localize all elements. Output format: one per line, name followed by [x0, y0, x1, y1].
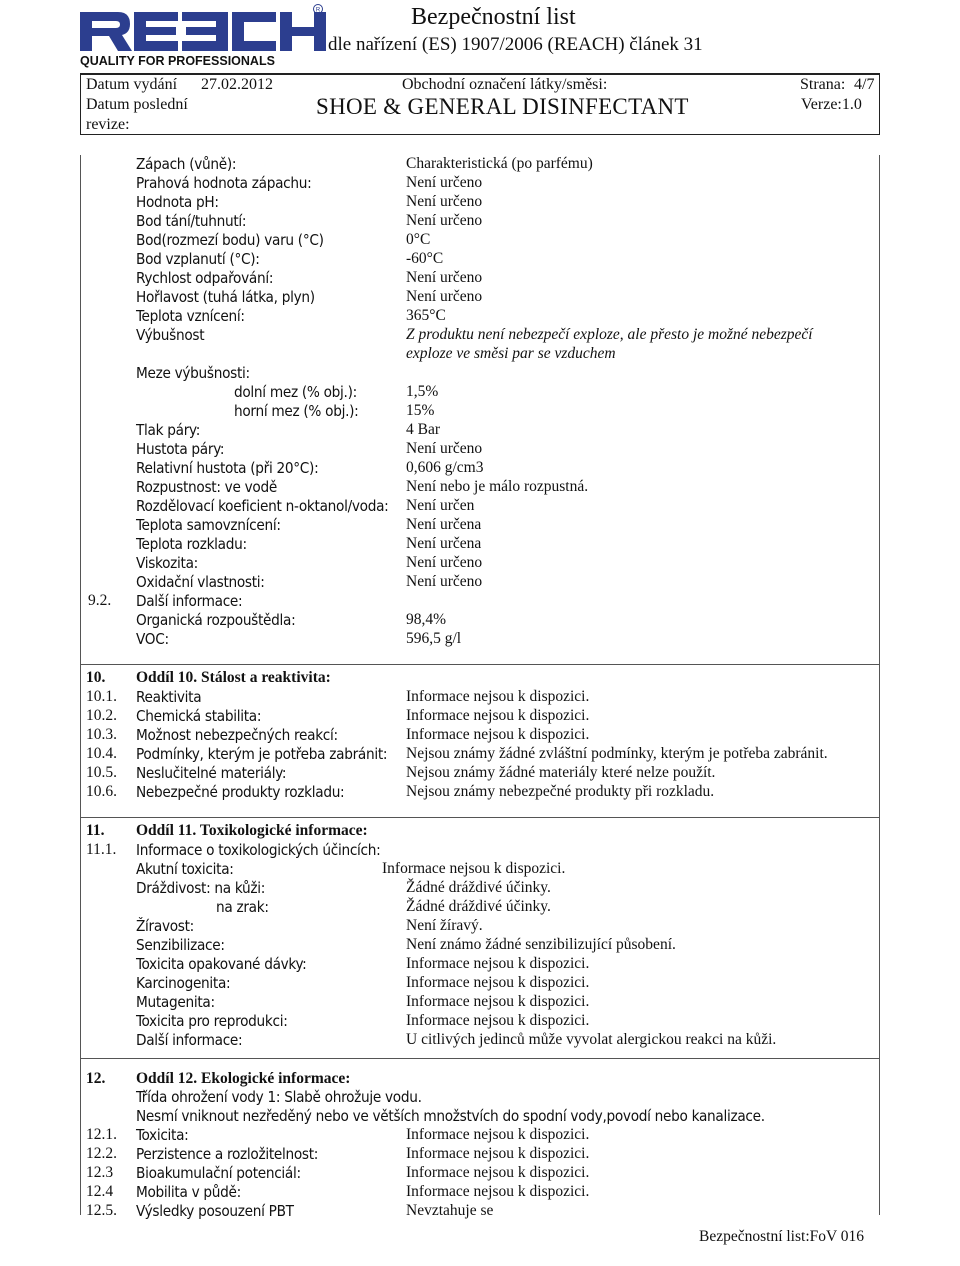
- voc-label: VOC:: [136, 630, 169, 648]
- subsection-value: Nevztahuje se: [406, 1202, 494, 1219]
- acute-toxicity-value: Informace nejsou k dispozici.: [382, 860, 566, 877]
- upper-limit-label: horní mez (% obj.):: [234, 402, 359, 420]
- section-11-title: Oddíl 11. Toxikologické informace:: [136, 822, 368, 839]
- property-label: Hodnota pH:: [136, 193, 219, 211]
- eye-irritation-label: na zrak:: [216, 898, 269, 916]
- property-value: 365°C: [406, 307, 446, 324]
- trade-name-label: Obchodní označení látky/směsi:: [402, 76, 608, 93]
- toxicology-value: Informace nejsou k dispozici.: [406, 974, 590, 991]
- toxicology-label: Toxicita pro reprodukci:: [136, 1012, 288, 1030]
- header-bottom-rule: [80, 134, 880, 135]
- property-label: Tlak páry:: [136, 421, 201, 439]
- body-left-border: [80, 155, 81, 1215]
- property-label: Hustota páry:: [136, 440, 225, 458]
- voc-value: 596,5 g/l: [406, 630, 462, 647]
- subsection-value: Informace nejsou k dispozici.: [406, 726, 590, 743]
- header-right-border: [879, 73, 880, 134]
- subsection-label: Perzistence a rozložitelnost:: [136, 1145, 319, 1163]
- subsection-value: Informace nejsou k dispozici.: [406, 1145, 590, 1162]
- subsection-number: 12.4: [86, 1183, 114, 1200]
- property-label: Zápach (vůně):: [136, 155, 237, 173]
- subsection-value: Nejsou známy nebezpečné produkty při rozkladu.: [406, 783, 715, 800]
- document-subtitle: dle nařízení (ES) 1907/2006 (REACH) článek 31: [328, 34, 703, 55]
- subsection-value: Nejsou známy žádné zvláštní podmínky, kterým je potřeba zabránit.: [406, 745, 828, 762]
- toxicological-effects-label: Informace o toxikologických účincích:: [136, 841, 381, 859]
- logo-tagline: QUALITY FOR PROFESSIONALS: [80, 54, 275, 68]
- property-value: Není určeno: [406, 193, 483, 210]
- subsection-number: 12.1.: [86, 1126, 117, 1143]
- subsection-number: 12.2.: [86, 1145, 117, 1162]
- acute-toxicity-label: Akutní toxicita:: [136, 860, 234, 878]
- toxicology-value: Informace nejsou k dispozici.: [406, 955, 590, 972]
- subsection-number: 10.5.: [86, 764, 117, 781]
- property-label: Rozpustnost: ve vodě: [136, 478, 277, 496]
- property-label: Relativní hustota (při 20°C):: [136, 459, 319, 477]
- subsection-label: Podmínky, kterým je potřeba zabránit:: [136, 745, 388, 763]
- section-divider: [80, 664, 880, 665]
- subsection-value: Informace nejsou k dispozici.: [406, 1126, 590, 1143]
- subsection-label: Neslučitelné materiály:: [136, 764, 287, 782]
- section-11-1-number: 11.1.: [86, 841, 117, 858]
- property-value-continued: exploze ve směsi par se vzduchem: [406, 345, 616, 362]
- page-value: 4/7: [854, 76, 875, 93]
- subsection-label: Reaktivita: [136, 688, 202, 706]
- property-value: Charakteristická (po parfému): [406, 155, 593, 172]
- toxicology-label: Karcinogenita:: [136, 974, 231, 992]
- subsection-value: Informace nejsou k dispozici.: [406, 707, 590, 724]
- toxicology-value: Informace nejsou k dispozici.: [406, 1012, 590, 1029]
- subsection-label: Výsledky posouzení PBT: [136, 1202, 294, 1220]
- property-value: Není určena: [406, 516, 482, 533]
- property-label: Viskozita:: [136, 554, 198, 572]
- property-label: Rychlost odpařování:: [136, 269, 274, 287]
- toxicology-label: Senzibilizace:: [136, 936, 225, 954]
- version-label: Verze:1.0: [801, 96, 862, 113]
- property-label: Bod vzplanutí (°C):: [136, 250, 260, 268]
- property-label: Teplota vznícení:: [136, 307, 245, 325]
- section-12-number: 12.: [86, 1070, 106, 1087]
- organic-solvents-value: 98,4%: [406, 611, 447, 628]
- header-top-rule: [80, 73, 880, 75]
- toxicology-label: Mutagenita:: [136, 993, 215, 1011]
- toxicology-label: Další informace:: [136, 1031, 243, 1049]
- svg-text:R: R: [315, 7, 321, 14]
- lower-limit-value: 1,5%: [406, 383, 439, 400]
- section-11-number: 11.: [86, 822, 105, 839]
- subsection-number: 10.4.: [86, 745, 117, 762]
- section-divider: [80, 1058, 880, 1059]
- subsection-number: 10.3.: [86, 726, 117, 743]
- subsection-label: Mobilita v půdě:: [136, 1183, 241, 1201]
- water-hazard-class: Třída ohrožení vody 1: Slabě ohrožuje vodu.: [136, 1088, 422, 1106]
- reach-logo-graphic: [80, 4, 330, 68]
- property-value: Není nebo je málo rozpustná.: [406, 478, 589, 495]
- organic-solvents-label: Organická rozpouštědla:: [136, 611, 296, 629]
- subsection-label: Bioakumulační potenciál:: [136, 1164, 301, 1182]
- property-label: Výbušnost: [136, 326, 205, 344]
- subsection-number: 12.5.: [86, 1202, 117, 1219]
- issue-date-label: Datum vydání: [86, 76, 178, 93]
- toxicology-value: U citlivých jedinců může vyvolat alergickou reakci na kůži.: [406, 1031, 777, 1048]
- toxicology-value: Informace nejsou k dispozici.: [406, 993, 590, 1010]
- property-value: Není určeno: [406, 573, 483, 590]
- property-value: Není určen: [406, 497, 475, 514]
- property-label: Bod tání/tuhnutí:: [136, 212, 247, 230]
- revision-date-label-2: revize:: [86, 116, 130, 133]
- product-name: SHOE & GENERAL DISINFECTANT: [316, 94, 689, 119]
- section-12-title: Oddíl 12. Ekologické informace:: [136, 1070, 351, 1087]
- property-value: Není určeno: [406, 288, 483, 305]
- property-value: 0,606 g/cm3: [406, 459, 484, 476]
- subsection-number: 10.6.: [86, 783, 117, 800]
- subsection-label: Nebezpečné produkty rozkladu:: [136, 783, 345, 801]
- explosion-limits-label: Meze výbušnosti:: [136, 364, 250, 382]
- revision-date-label: Datum poslední: [86, 96, 188, 113]
- property-value: Není určeno: [406, 174, 483, 191]
- property-label: Prahová hodnota zápachu:: [136, 174, 312, 192]
- section-divider: [80, 817, 880, 818]
- body-right-border: [879, 155, 880, 1215]
- subsection-label: Toxicita:: [136, 1126, 189, 1144]
- toxicology-label: Toxicita opakované dávky:: [136, 955, 307, 973]
- property-label: Bod(rozmezí bodu) varu (°C): [136, 231, 324, 249]
- section-number: 9.2.: [88, 592, 112, 609]
- subsection-number: 12.3: [86, 1164, 114, 1181]
- property-value: Z produktu není nebezpečí exploze, ale přesto je možné nebezpečí: [406, 326, 813, 343]
- page-label: Strana:: [800, 76, 846, 93]
- property-value: Není určeno: [406, 554, 483, 571]
- property-label: Teplota rozkladu:: [136, 535, 247, 553]
- lower-limit-label: dolní mez (% obj.):: [234, 383, 357, 401]
- property-label: Hořlavost (tuhá látka, plyn): [136, 288, 315, 306]
- eye-irritation-value: Žádné dráždivé účinky.: [406, 898, 551, 915]
- skin-irritation-label: Dráždivost: na kůži:: [136, 879, 266, 897]
- document-title: Bezpečnostní list: [411, 4, 576, 30]
- subsection-number: 10.2.: [86, 707, 117, 724]
- property-value: Není určena: [406, 535, 482, 552]
- section-10-title: Oddíl 10. Stálost a reaktivita:: [136, 669, 331, 686]
- property-value: -60°C: [406, 250, 444, 267]
- subsection-number: 10.1.: [86, 688, 117, 705]
- subsection-value: Nejsou známy žádné materiály které nelze použít.: [406, 764, 716, 781]
- toxicology-value: Není známo žádné senzibilizující působení.: [406, 936, 676, 953]
- property-value: Není určeno: [406, 212, 483, 229]
- subsection-value: Informace nejsou k dispozici.: [406, 1164, 590, 1181]
- property-value: 4 Bar: [406, 421, 441, 438]
- property-value: 0°C: [406, 231, 431, 248]
- property-label: Teplota samovznícení:: [136, 516, 281, 534]
- toxicology-value: Není žíravý.: [406, 917, 483, 934]
- property-value: Není určeno: [406, 269, 483, 286]
- company-logo: [80, 4, 330, 68]
- section-10-number: 10.: [86, 669, 106, 686]
- toxicology-label: Žíravost:: [136, 917, 194, 935]
- property-label: Rozdělovací koeficient n-oktanol/voda:: [136, 497, 389, 515]
- subsection-value: Informace nejsou k dispozici.: [406, 1183, 590, 1200]
- skin-irritation-value: Žádné dráždivé účinky.: [406, 879, 551, 896]
- subsection-label: Chemická stabilita:: [136, 707, 262, 725]
- header-left-border: [80, 73, 81, 134]
- water-warning: Nesmí vniknout nezředěný nebo ve větších množstvích do spodní vody,povodí nebo kanalizace.: [136, 1107, 765, 1125]
- upper-limit-value: 15%: [406, 402, 435, 419]
- subsection-label: Možnost nebezpečných reakcí:: [136, 726, 338, 744]
- other-info-label: Další informace:: [136, 592, 243, 610]
- subsection-value: Informace nejsou k dispozici.: [406, 688, 590, 705]
- footer-doc-id: Bezpečnostní list:FoV 016: [699, 1228, 865, 1245]
- property-label: Oxidační vlastnosti:: [136, 573, 265, 591]
- issue-date-value: 27.02.2012: [201, 76, 273, 93]
- property-value: Není určeno: [406, 440, 483, 457]
